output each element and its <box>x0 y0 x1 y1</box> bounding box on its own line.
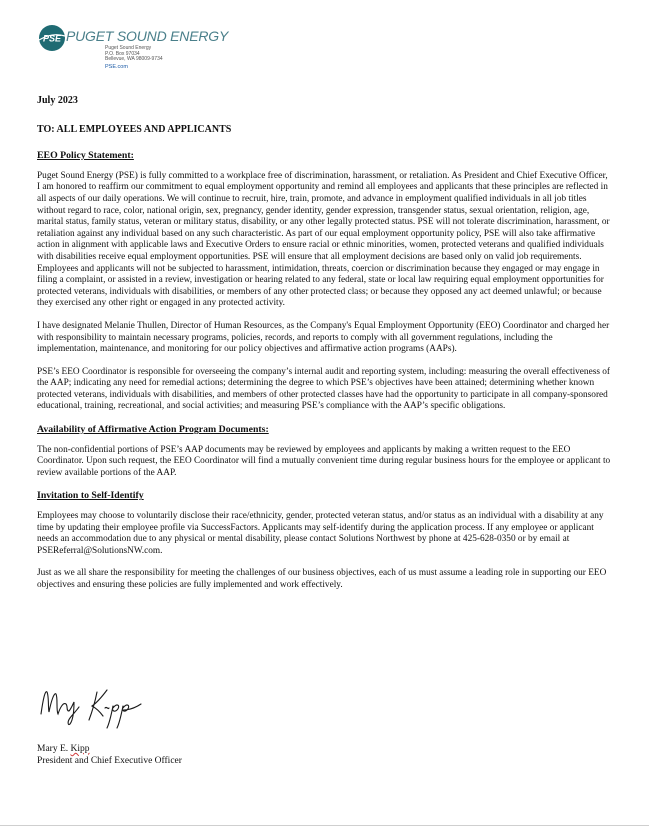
letter-date: July 2023 <box>37 95 78 106</box>
paragraph: Just as we all share the responsibility for meeting the challenges of our business objectives, each of us must assume a leading role in supporting our EEO objectives and ensuring these policies are fully implemented and work effectively. <box>37 568 607 590</box>
section-aap-documents <box>37 424 613 479</box>
signer-last-name: Kipp <box>70 744 90 754</box>
company-address <box>105 46 163 70</box>
company-website-link[interactable]: PSE.com <box>105 63 128 70</box>
handwritten-signature <box>37 680 157 730</box>
signer-block <box>37 744 182 767</box>
address-line: Bellevue, WA 98009-9734 <box>105 56 163 62</box>
section-heading: Availability of Affirmative Action Program Documents: <box>37 424 269 436</box>
signer-first-name: Mary E. <box>37 744 71 754</box>
logo-text: PSE <box>42 33 62 44</box>
signer-title: President and Chief Executive Officer <box>37 755 182 766</box>
letter-body <box>37 95 613 603</box>
paragraph: PSE’s EEO Coordinator is responsible for overseeing the company’s internal audit and reporting system, including: measuring the overall effectiveness of the AAP; indicating any need for remedial actions; determining the degree to which PSE’s objectives have been attained; determining whether known protected veterans, individuals with disabilities, and members of other protected classes have had the opportunity to participate in all company-sponsored educational, training, recreational, and social activities; and measuring PSE’s compliance with the AAP’s specific obligations. <box>37 366 611 412</box>
address-line: Puget Sound Energy <box>105 45 152 51</box>
pse-logo-icon <box>36 22 68 54</box>
paragraph: Employees may choose to voluntarily disclose their race/ethnicity, gender, protected veteran status, and/or status as an individual with a disability at any time by updating their employee profile via SuccessFactors. Applicants may self-identify during the application process. If any employee or applicant needs an accommodation due to any physical or mental disability, please contact Solutions Northwest by phone at 425-628-0350 or by email at PSEReferral@SolutionsNW.com. <box>37 511 604 556</box>
signer-name <box>37 744 182 756</box>
address-line: P.O. Box 97034 <box>105 50 140 57</box>
company-name: PUGET SOUND ENERGY <box>66 28 229 44</box>
section-heading: Invitation to Self-Identify <box>37 490 144 502</box>
letterhead <box>36 20 296 80</box>
section-eeo-policy <box>37 150 613 413</box>
paragraph: The non-confidential portions of PSE’s AAP documents may be reviewed by employees and applicants by making a written request to the EEO Coordinator. Upon such request, the EEO Coordinator will find a mutually convenient time during regular business hours for the employee or applicant to review available portions of the AAP. <box>37 444 611 478</box>
recipient-line: TO: ALL EMPLOYEES AND APPLICANTS <box>37 123 232 135</box>
section-self-identify <box>37 490 613 591</box>
paragraph: Puget Sound Energy (PSE) is fully committed to a workplace free of discrimination, harassment, or retaliation. As President and Chief Executive Officer, I am honored to reaffirm our commitment to equal employment opportunity and remind all employees and applicants that these principles are reflected in all aspects of our daily operations. We will continue to recruit, hire, train, promote, and advance in employment qualified individuals in all job titles without regard to race, color, national origin, sex, pregnancy, gender identity, gender expression, transgender status, sexual orientation, religion, age, marital status, family status, veteran or military status, disability, or any other legally protected status. PSE will not tolerate discrimination, harassment, or retaliation against any individual based on any such characteristic. As part of our equal employment opportunity policy, PSE will also take affirmative action in alignment with applicable laws and Executive Orders to ensure racial or ethnic minorities, women, protected veterans and qualified individuals with disabilities receive equal employment opportunities. PSE will ensure that all employment decisions are based only on valid job requirements. Employees and applicants will not be subjected to harassment, intimidation, threats, coercion or discrimination because they engaged or may engage in filing a complaint, or assisted in a review, investigation or hearing related to any federal, state or local law requiring equal employment opportunities for protected veterans, individuals with disabilities, or members of any other protected class; or because they opposed any act deemed unlawful; or because they exercised any other right or engaged in any protected activity. <box>37 170 610 309</box>
paragraph: I have designated Melanie Thullen, Director of Human Resources, as the Company's Equal Employment Opportunity (EEO) Coordinator and charged her with responsibility to maintain necessary programs, policies, records, and reports to comply with all government regulations, including the implementation, maintenance, and monitoring for our policy objectives and affirmative action programs (AAPs). <box>37 320 610 355</box>
section-heading: EEO Policy Statement: <box>37 150 134 162</box>
